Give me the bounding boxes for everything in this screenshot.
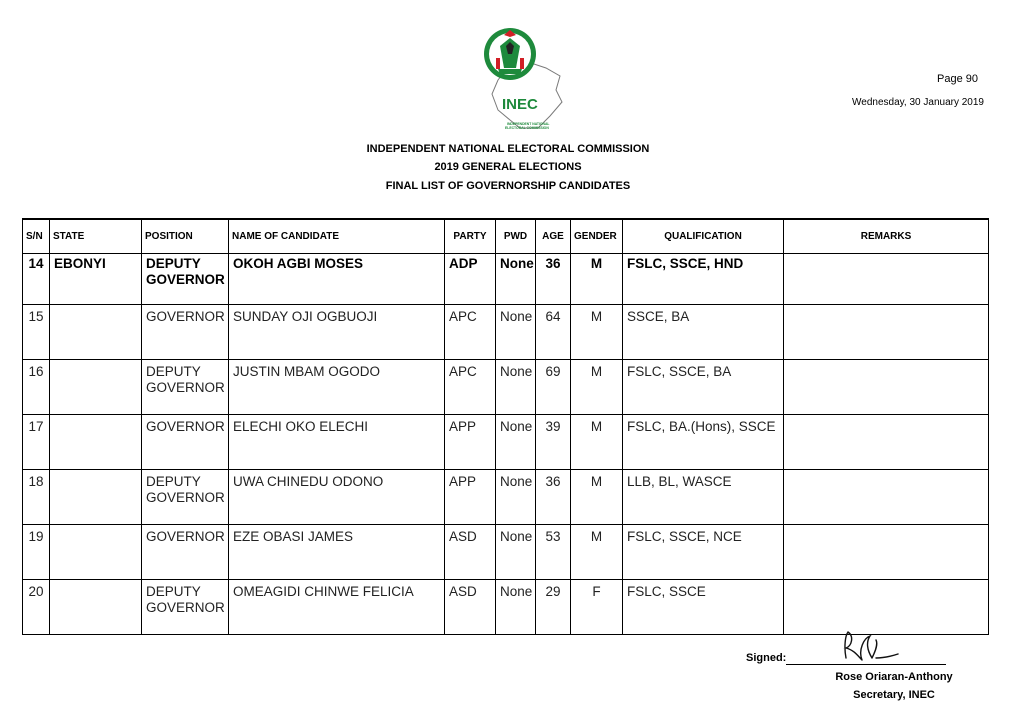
- cell-qualification: SSCE, BA: [623, 305, 784, 360]
- signed-label: Signed:: [746, 652, 787, 664]
- cell-pwd: None: [496, 360, 536, 415]
- document-date: Wednesday, 30 January 2019: [852, 97, 984, 108]
- cell-state: EBONYI: [50, 254, 142, 305]
- cell-sn: 19: [23, 525, 50, 580]
- cell-qualification: FSLC, SSCE, NCE: [623, 525, 784, 580]
- title-list: FINAL LIST OF GOVERNORSHIP CANDIDATES: [385, 180, 631, 192]
- col-header-state: STATE: [50, 219, 142, 254]
- cell-sn: 16: [23, 360, 50, 415]
- cell-state: [50, 415, 142, 470]
- table-row: [23, 470, 989, 525]
- cell-pwd: None: [496, 525, 536, 580]
- cell-remarks: [784, 415, 989, 470]
- cell-name: ELECHI OKO ELECHI: [229, 415, 445, 470]
- cell-sn: 17: [23, 415, 50, 470]
- cell-position: DEPUTY GOVERNOR: [142, 254, 229, 305]
- cell-state: [50, 525, 142, 580]
- cell-party: ADP: [445, 254, 496, 305]
- inec-logo: [476, 24, 576, 138]
- cell-gender: M: [571, 470, 623, 525]
- cell-state: [50, 305, 142, 360]
- cell-age: 36: [536, 254, 571, 305]
- title-elections: 2019 GENERAL ELECTIONS: [434, 161, 582, 173]
- cell-age: 64: [536, 305, 571, 360]
- signer-name: Rose Oriaran-Anthony: [835, 671, 953, 683]
- cell-gender: M: [571, 525, 623, 580]
- cell-pwd: None: [496, 580, 536, 635]
- table-row: [23, 360, 989, 415]
- cell-remarks: [784, 525, 989, 580]
- cell-name: SUNDAY OJI OGBUOJI: [229, 305, 445, 360]
- cell-party: APP: [445, 415, 496, 470]
- cell-pwd: None: [496, 470, 536, 525]
- cell-gender: M: [571, 254, 623, 305]
- cell-position: DEPUTY GOVERNOR: [142, 470, 229, 525]
- cell-age: 39: [536, 415, 571, 470]
- table-row: [23, 254, 989, 305]
- cell-remarks: [784, 305, 989, 360]
- cell-age: 29: [536, 580, 571, 635]
- cell-position: GOVERNOR: [142, 415, 229, 470]
- col-header-age: AGE: [536, 219, 571, 254]
- cell-qualification: FSLC, BA.(Hons), SSCE: [623, 415, 784, 470]
- cell-sn: 18: [23, 470, 50, 525]
- cell-name: EZE OBASI JAMES: [229, 525, 445, 580]
- cell-sn: 15: [23, 305, 50, 360]
- cell-gender: M: [571, 360, 623, 415]
- cell-gender: M: [571, 305, 623, 360]
- cell-party: ASD: [445, 580, 496, 635]
- cell-party: APC: [445, 305, 496, 360]
- table-row: [23, 525, 989, 580]
- cell-name: JUSTIN MBAM OGODO: [229, 360, 445, 415]
- signer-block: [806, 670, 982, 706]
- cell-age: 53: [536, 525, 571, 580]
- cell-qualification: FSLC, SSCE: [623, 580, 784, 635]
- cell-state: [50, 360, 142, 415]
- cell-gender: M: [571, 415, 623, 470]
- col-header-pwd: PWD: [496, 219, 536, 254]
- cell-age: 36: [536, 470, 571, 525]
- svg-text:INDEPENDENT NATIONAL: INDEPENDENT NATIONAL: [507, 122, 550, 126]
- col-header-qualification: QUALIFICATION: [623, 219, 784, 254]
- table-row: [23, 305, 989, 360]
- col-header-gender: GENDER: [571, 219, 623, 254]
- cell-age: 69: [536, 360, 571, 415]
- cell-remarks: [784, 360, 989, 415]
- cell-remarks: [784, 580, 989, 635]
- cell-party: ASD: [445, 525, 496, 580]
- cell-qualification: FSLC, SSCE, HND: [623, 254, 784, 305]
- logo-wordmark: INEC: [502, 96, 538, 113]
- cell-gender: F: [571, 580, 623, 635]
- candidates-table: [22, 218, 989, 635]
- cell-pwd: None: [496, 305, 536, 360]
- handwritten-signature-icon: [836, 628, 900, 666]
- col-header-position: POSITION: [142, 219, 229, 254]
- cell-position: DEPUTY GOVERNOR: [142, 580, 229, 635]
- table-header-row: [23, 219, 989, 254]
- col-header-name: NAME OF CANDIDATE: [229, 219, 445, 254]
- table-row: [23, 580, 989, 635]
- cell-name: OKOH AGBI MOSES: [229, 254, 445, 305]
- table-row: [23, 415, 989, 470]
- cell-position: GOVERNOR: [142, 305, 229, 360]
- col-header-sn: S/N: [23, 219, 50, 254]
- cell-sn: 20: [23, 580, 50, 635]
- cell-qualification: LLB, BL, WASCE: [623, 470, 784, 525]
- col-header-remarks: REMARKS: [784, 219, 989, 254]
- cell-sn: 14: [23, 254, 50, 305]
- document-titles: [308, 142, 708, 197]
- cell-name: OMEAGIDI CHINWE FELICIA: [229, 580, 445, 635]
- cell-remarks: [784, 470, 989, 525]
- cell-party: APP: [445, 470, 496, 525]
- cell-pwd: None: [496, 254, 536, 305]
- cell-pwd: None: [496, 415, 536, 470]
- col-header-party: PARTY: [445, 219, 496, 254]
- cell-qualification: FSLC, SSCE, BA: [623, 360, 784, 415]
- cell-name: UWA CHINEDU ODONO: [229, 470, 445, 525]
- signer-title: Secretary, INEC: [853, 689, 935, 701]
- cell-position: DEPUTY GOVERNOR: [142, 360, 229, 415]
- cell-party: APC: [445, 360, 496, 415]
- cell-state: [50, 470, 142, 525]
- svg-text:ELECTORAL COMMISSION: ELECTORAL COMMISSION: [505, 126, 549, 130]
- title-commission: INDEPENDENT NATIONAL ELECTORAL COMMISSION: [366, 143, 650, 155]
- cell-state: [50, 580, 142, 635]
- cell-position: GOVERNOR: [142, 525, 229, 580]
- cell-remarks: [784, 254, 989, 305]
- page-number: Page 90: [937, 73, 978, 85]
